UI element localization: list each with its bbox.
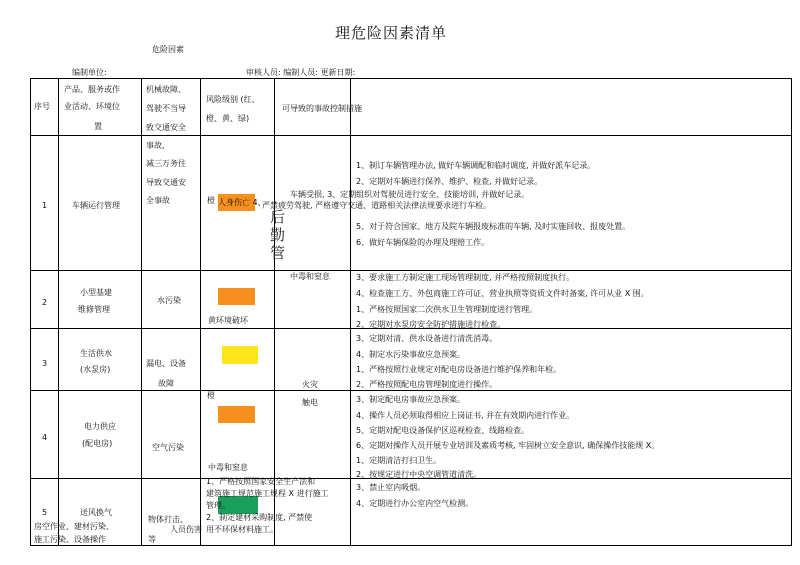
row-control-2: 4、操作人员必须取得相应上岗证书, 并在有效期内进行作业。 <box>356 411 575 420</box>
risk-level-swatch-orange <box>218 406 255 423</box>
row-control-2: 4、定期进行办公室内空气检测。 <box>356 499 474 508</box>
row-consequence: 中毒和窒息 <box>290 272 330 281</box>
row-activity-line2: 房空作业、建材污染、 <box>34 522 114 531</box>
stamp-char-1: 后 <box>270 208 286 226</box>
row-hazard-line2: 人员伤害 <box>170 525 202 534</box>
risk-level-prefix: 橙 <box>207 391 215 400</box>
row-seq: 5 <box>42 508 48 517</box>
stamp-char-2: 勤 <box>270 226 286 244</box>
row-control-3: 5、对于符合国家、地方及院车辆报废标准的车辆, 及时实施回收、报废处置。 <box>356 222 631 231</box>
row-control-3: 5、定期对配电设备保护区巡视检查、线路检查。 <box>356 426 530 435</box>
risk-level-swatch-yellow <box>222 346 258 364</box>
row-consequence-line2: 建筑施工规范施工规程 X 进行施工 <box>206 489 329 498</box>
row-control-4: 2、严格按照配电房管理制度进行操作。 <box>356 380 498 389</box>
row-control-1: 1、制订车辆管理办法, 做好车辆调配和临时调度, 并做好派车记录。 <box>356 161 596 170</box>
row-activity-line3: 施工污染、设备操作 <box>34 535 106 544</box>
header-hazard-line2: 驾驶不当导 <box>146 104 186 113</box>
row-control-4: 2、定期对水泵房安全防护措施进行检查。 <box>356 320 506 329</box>
row-seq: 3 <box>42 359 48 368</box>
header-activity-line2: 业活动、环境位 <box>64 102 120 111</box>
row-consequence-line5: 用不环保材料施工。 <box>206 525 278 534</box>
row-consequence-line3: 管理。 <box>206 501 230 510</box>
row-control-1: 3、禁止室内吸烟。 <box>356 483 426 492</box>
signoff-line: 审核人员: 编制人员: 更新日期: <box>246 68 356 77</box>
row-hazard: 水污染 <box>157 296 181 305</box>
row-consequence-line2: 严禁疲劳驾驶, 严格遵守交通、道路相关法律法规要求进行车检。 <box>262 201 492 210</box>
row-consequence-line1: 车辆受损, 3、定期组织对驾驶员进行安全、技能培训, 并做好记录。 <box>290 190 530 199</box>
row-activity-line2: (配电房) <box>82 439 113 448</box>
row-control-1: 3、定期对清、供水设备进行清洗消毒。 <box>356 334 498 343</box>
risk-level-consequence: 人身伤亡 4、 <box>218 198 266 207</box>
header-level-line1: 风险级别 (红、 <box>206 95 260 104</box>
row-activity-line1: 小型基建 <box>80 288 112 297</box>
row-consequence-line1: 1、严格按照国家安全生产法和 <box>206 477 316 486</box>
row-activity-line1: 生活供水 <box>80 349 112 358</box>
row-hazard-line1: 事故, <box>146 141 165 150</box>
row-activity-line1: 送风换气 <box>80 508 112 517</box>
row-activity-line1: 电力供应 <box>84 422 116 431</box>
row-control-3: 1、严格按照行业规定对配电房设备进行维护保养和年检。 <box>356 365 562 374</box>
header-activity-line1: 产品、服务或作 <box>64 85 120 94</box>
row-seq: 2 <box>42 298 48 307</box>
header-controls: 可导致的事故控制措施 <box>282 104 362 113</box>
row-control-2: 2、定期对车辆进行保养、维护、检查, 并做好记录。 <box>356 177 543 186</box>
row-control-3: 1、严格按照国家二次供水卫生管理制度进行管理。 <box>356 305 538 314</box>
row-hazard-line2: 减三万务往 <box>146 159 186 168</box>
row-consequence-line1: 火灾 <box>302 380 318 389</box>
row-seq: 4 <box>42 433 48 442</box>
row-hazard-line3: 导致交通安 <box>146 178 186 187</box>
row-hazard-line3: 等 <box>148 535 156 544</box>
risk-level-swatch-orange <box>218 288 255 305</box>
header-level-line2: 橙、黄、绿) <box>206 114 250 123</box>
hazard-factor-caption: 危险因素 <box>152 45 184 54</box>
row-consequence-line4: 2、制定建材采购制度, 严禁使 <box>206 513 313 522</box>
row-hazard-line1: 物体打击、 <box>148 515 188 524</box>
row-seq: 1 <box>42 201 48 210</box>
row-hazard-line1: 漏电、设备 <box>146 359 186 368</box>
row-hazard-line2: 故障 <box>158 379 174 388</box>
row-activity-line2: 维修管理 <box>78 305 110 314</box>
row-control-2: 4、制定水污染事故应急预案。 <box>356 350 466 359</box>
row-control-1: 3、要求施工方制定施工现场管理制度, 并严格按照制度执行。 <box>356 273 575 282</box>
row-activity: 车辆运行管理 <box>72 201 120 210</box>
row-consequence: 中毒和窒息 <box>208 463 248 472</box>
row-control-4: 6、定期对操作人员开展专业培训及素质考核, 牢固树立安全意识, 确保操作技能规 X。 <box>356 441 660 450</box>
row-control-4: 6、做好车辆保险的办理及理赔工作。 <box>356 238 490 247</box>
page-title: 理危险因素清单 <box>335 24 448 42</box>
row-control-6: 2、按规定进行中央空调管道清洗。 <box>356 470 482 479</box>
header-hazard-line1: 机械故障、 <box>146 85 186 94</box>
row-control-2: 4、检查施工方、外包商施工许可证、营业执照等资质文件时备案, 许可从业 X 围。 <box>356 289 649 298</box>
stamp-char-3: 管 <box>270 244 286 262</box>
compiling-unit-label: 编制单位: <box>72 68 107 77</box>
header-hazard-line3: 致交通安全 <box>146 123 186 132</box>
header-seq: 序号 <box>34 102 50 111</box>
row-activity-line2: (水泵房) <box>80 365 111 374</box>
risk-level-prefix: 橙 <box>207 196 215 205</box>
row-control-1: 3、制定配电房事故应急预案。 <box>356 395 466 404</box>
row-control-5: 1、定期清洁打扫卫生。 <box>356 456 442 465</box>
risk-level-consequence: 黄环境破坏 <box>208 316 248 325</box>
header-activity-line3: 置 <box>94 122 102 131</box>
row-hazard: 空气污染 <box>152 443 184 452</box>
row-hazard-line4: 全事故 <box>146 196 170 205</box>
row-consequence-line2: 触电 <box>302 398 318 407</box>
